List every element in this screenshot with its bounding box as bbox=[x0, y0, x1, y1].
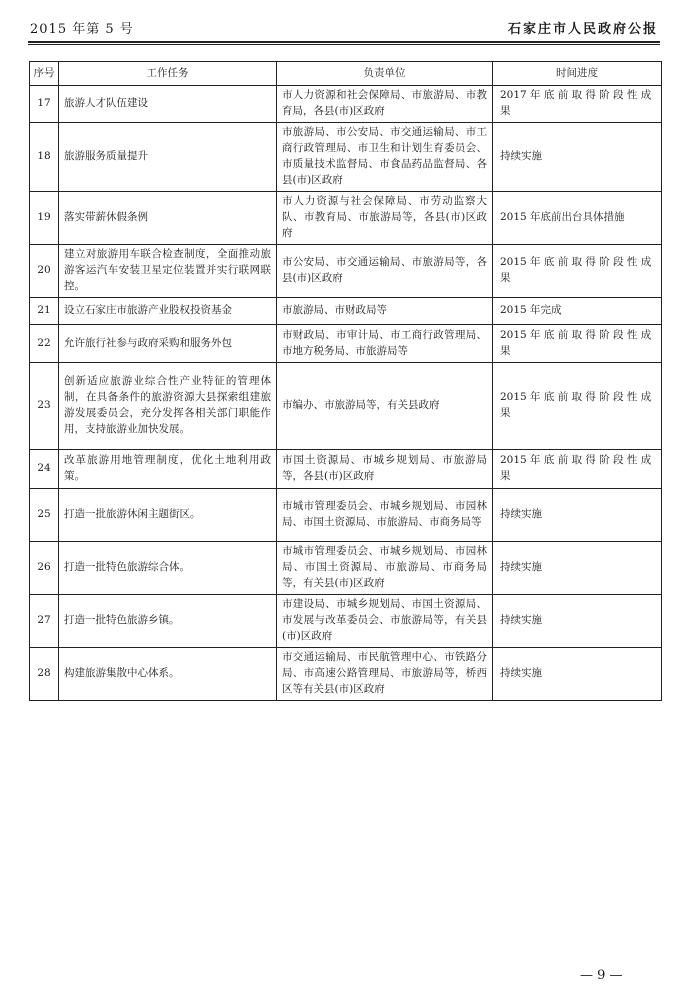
row-dept: 市建设局、市城乡规划局、市国土资源局、市发展与改革委员会、市旅游局等，有关县(市)区政府 bbox=[277, 595, 493, 648]
row-time: 2015 年 底 前 取 得 阶 段 性 成果 bbox=[493, 325, 662, 363]
table-row bbox=[30, 542, 662, 595]
row-number: 28 bbox=[30, 648, 59, 701]
table-row bbox=[30, 489, 662, 542]
row-task: 打造一批旅游休闲主题街区。 bbox=[59, 489, 277, 542]
row-number: 24 bbox=[30, 450, 59, 489]
row-number: 27 bbox=[30, 595, 59, 648]
row-task: 打造一批特色旅游综合体。 bbox=[59, 542, 277, 595]
row-dept: 市城市管理委员会、市城乡规划局、市园林局、市国土资源局、市旅游局、市商务局等 bbox=[277, 489, 493, 542]
row-dept: 市财政局、市审计局、市工商行政管理局、市地方税务局、市旅游局等 bbox=[277, 325, 493, 363]
table-row bbox=[30, 86, 662, 123]
row-task: 允许旅行社参与政府采购和服务外包 bbox=[59, 325, 277, 363]
row-time: 2015 年底前出台具体措施 bbox=[493, 192, 662, 245]
col-header-no: 序号 bbox=[30, 62, 59, 86]
row-task: 设立石家庄市旅游产业股权投资基金 bbox=[59, 298, 277, 325]
header-publication-title: 石家庄市人民政府公报 bbox=[507, 22, 658, 37]
row-number: 26 bbox=[30, 542, 59, 595]
row-dept: 市人力资源与社会保障局、市劳动监察大队、市教育局、市旅游局等，各县(市)区政府 bbox=[277, 192, 493, 245]
row-task: 落实带薪休假条例 bbox=[59, 192, 277, 245]
row-time: 2015 年 底 前 取 得 阶 段 性 成果 bbox=[493, 363, 662, 450]
row-task: 构建旅游集散中心体系。 bbox=[59, 648, 277, 701]
row-dept: 市交通运输局、市民航管理中心、市铁路分局、市高速公路管理局、市旅游局等，桥西区等有关县(市)区政府 bbox=[277, 648, 493, 701]
table-row bbox=[30, 298, 662, 325]
row-number: 21 bbox=[30, 298, 59, 325]
row-dept: 市公安局、市交通运输局、市旅游局等，各县(市)区政府 bbox=[277, 245, 493, 298]
table-row bbox=[30, 192, 662, 245]
table-row bbox=[30, 123, 662, 192]
row-task: 建立对旅游用车联合检查制度，全面推动旅游客运汽车安装卫星定位装置并实行联网联控。 bbox=[59, 245, 277, 298]
row-dept: 市编办、市旅游局等，有关县政府 bbox=[277, 363, 493, 450]
table-row bbox=[30, 325, 662, 363]
row-time: 2017 年 底 前 取 得 阶 段 性 成果 bbox=[493, 86, 662, 123]
row-task: 旅游人才队伍建设 bbox=[59, 86, 277, 123]
header-issue: 2015 年第 5 号 bbox=[30, 22, 134, 37]
header-divider bbox=[28, 41, 660, 43]
row-number: 18 bbox=[30, 123, 59, 192]
table-row bbox=[30, 450, 662, 489]
row-dept: 市旅游局、市财政局等 bbox=[277, 298, 493, 325]
row-dept: 市国土资源局、市城乡规划局、市旅游局等，各县(市)区政府 bbox=[277, 450, 493, 489]
row-number: 25 bbox=[30, 489, 59, 542]
table-row bbox=[30, 245, 662, 298]
row-time: 持续实施 bbox=[493, 648, 662, 701]
table-row bbox=[30, 363, 662, 450]
table-row bbox=[30, 648, 662, 701]
row-time: 持续实施 bbox=[493, 489, 662, 542]
row-number: 23 bbox=[30, 363, 59, 450]
task-table bbox=[29, 61, 662, 701]
col-header-task: 工作任务 bbox=[59, 62, 277, 86]
page-number: — 9 — bbox=[580, 968, 623, 983]
row-time: 2015 年 底 前 取 得 阶 段 性 成果 bbox=[493, 450, 662, 489]
row-number: 19 bbox=[30, 192, 59, 245]
col-header-dept: 负责单位 bbox=[277, 62, 493, 86]
row-task: 创新适应旅游业综合性产业特征的管理体制，在具备条件的旅游资源大县探索组建旅游发展委员会，充分发挥各相关部门职能作用，支持旅游业加快发展。 bbox=[59, 363, 277, 450]
row-time: 持续实施 bbox=[493, 123, 662, 192]
row-time: 持续实施 bbox=[493, 542, 662, 595]
row-task: 旅游服务质量提升 bbox=[59, 123, 277, 192]
row-number: 20 bbox=[30, 245, 59, 298]
row-number: 22 bbox=[30, 325, 59, 363]
row-time: 2015 年完成 bbox=[493, 298, 662, 325]
row-time: 持续实施 bbox=[493, 595, 662, 648]
table-row bbox=[30, 595, 662, 648]
row-task: 改革旅游用地管理制度，优化土地利用政策。 bbox=[59, 450, 277, 489]
col-header-time: 时间进度 bbox=[493, 62, 662, 86]
row-number: 17 bbox=[30, 86, 59, 123]
header-divider-thin bbox=[28, 44, 660, 45]
row-dept: 市人力资源和社会保障局、市旅游局、市教育局，各县(市)区政府 bbox=[277, 86, 493, 123]
row-dept: 市旅游局、市公安局、市交通运输局、市工商行政管理局、市卫生和计划生育委员会、市质量技术监督局、市食品药品监督局、各县(市)区政府 bbox=[277, 123, 493, 192]
row-time: 2015 年 底 前 取 得 阶 段 性 成果 bbox=[493, 245, 662, 298]
table-header-row bbox=[30, 62, 662, 86]
row-task: 打造一批特色旅游乡镇。 bbox=[59, 595, 277, 648]
row-dept: 市城市管理委员会、市城乡规划局、市园林局、市国土资源局、市旅游局、市商务局等，有关县(市)区政府 bbox=[277, 542, 493, 595]
